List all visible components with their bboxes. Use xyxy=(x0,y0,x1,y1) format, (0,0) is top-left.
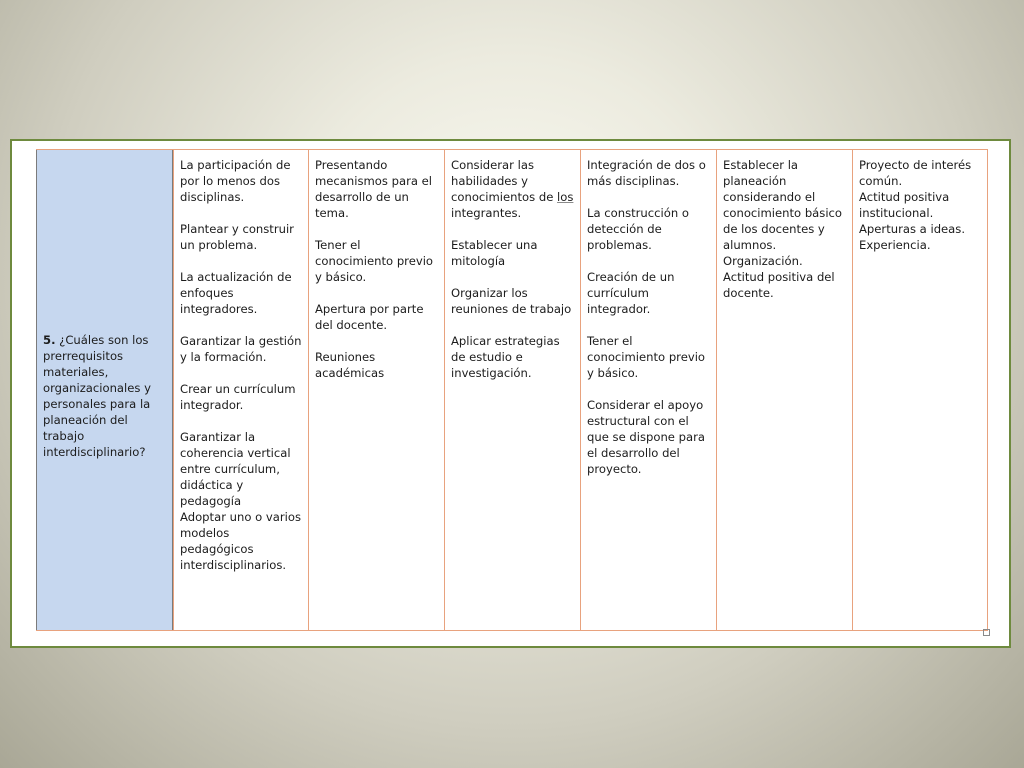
answer-item: Aplicar estrategias de estudio e investigación. xyxy=(451,334,560,380)
answer-column-2 xyxy=(308,150,444,630)
answer-item: Considerar el apoyo estructural con el que se dispone para el desarrollo del proyecto. xyxy=(587,398,705,476)
answer-item: Plantear y construir un problema. xyxy=(180,222,294,252)
answer-column-6 xyxy=(852,150,988,630)
underlined-word: los xyxy=(557,190,574,204)
answer-item: Garantizar la gestión y la formación. xyxy=(180,334,302,364)
answer-column-1 xyxy=(173,150,308,630)
question-text xyxy=(43,332,167,460)
question-body: ¿Cuáles son los prerrequisitos materiales, organizacionales y personales para la planeación del trabajo interdisciplinario? xyxy=(43,332,151,459)
answer-item: Tener el conocimiento previo y básico. xyxy=(315,238,434,284)
answer-column-4 xyxy=(580,150,716,630)
answer-item: Integración de dos o más disciplinas. xyxy=(587,158,706,188)
answer-item: Presentando mecanismos para el desarrollo de un tema. xyxy=(315,158,433,220)
answer-item: Establecer una mitología xyxy=(451,238,538,268)
answer-item: Organizar los reuniones de trabajo xyxy=(451,286,572,316)
answer-item: Actitud positiva del docente. xyxy=(723,270,835,300)
answer-item: La actualización de enfoques integradores. xyxy=(180,270,292,316)
answer-item-part: integrantes. xyxy=(451,206,522,220)
answer-item-part: Considerar las habilidades y conocimientos de xyxy=(451,158,554,204)
question-number: 5. xyxy=(43,332,56,347)
answer-item: Reuniones académicas xyxy=(315,350,385,380)
answer-item: Apertura por parte del docente. xyxy=(315,302,424,332)
answer-column-3 xyxy=(444,150,580,630)
answer-item: Proyecto de interés común. xyxy=(859,158,972,188)
answer-item: La construcción o detección de problemas. xyxy=(587,206,689,252)
answer-item: Creación de un currículum integrador. xyxy=(587,270,675,316)
answer-item: Actitud positiva institucional. xyxy=(859,190,950,220)
answer-column-5 xyxy=(716,150,852,630)
answer-item: Establecer la planeación considerando el conocimiento básico de los docentes y alumnos. xyxy=(723,158,843,252)
answer-item: Experiencia. xyxy=(859,238,931,252)
table-resize-handle[interactable] xyxy=(983,629,990,636)
slide-frame xyxy=(10,139,1011,648)
question-cell xyxy=(36,150,173,630)
answer-item xyxy=(451,157,575,221)
answer-item: Garantizar la coherencia vertical entre currículum, didáctica y pedagogía xyxy=(180,430,291,508)
answer-item: Crear un currículum integrador. xyxy=(180,382,296,412)
answer-item: Adoptar uno o varios modelos pedagógicos interdisciplinarios. xyxy=(180,510,301,572)
prerequisites-table xyxy=(36,149,988,631)
answer-item: Tener el conocimiento previo y básico. xyxy=(587,334,706,380)
answer-item: Organización. xyxy=(723,254,803,268)
answer-item: La participación de por lo menos dos disciplinas. xyxy=(180,158,291,204)
answer-item: Aperturas a ideas. xyxy=(859,222,966,236)
